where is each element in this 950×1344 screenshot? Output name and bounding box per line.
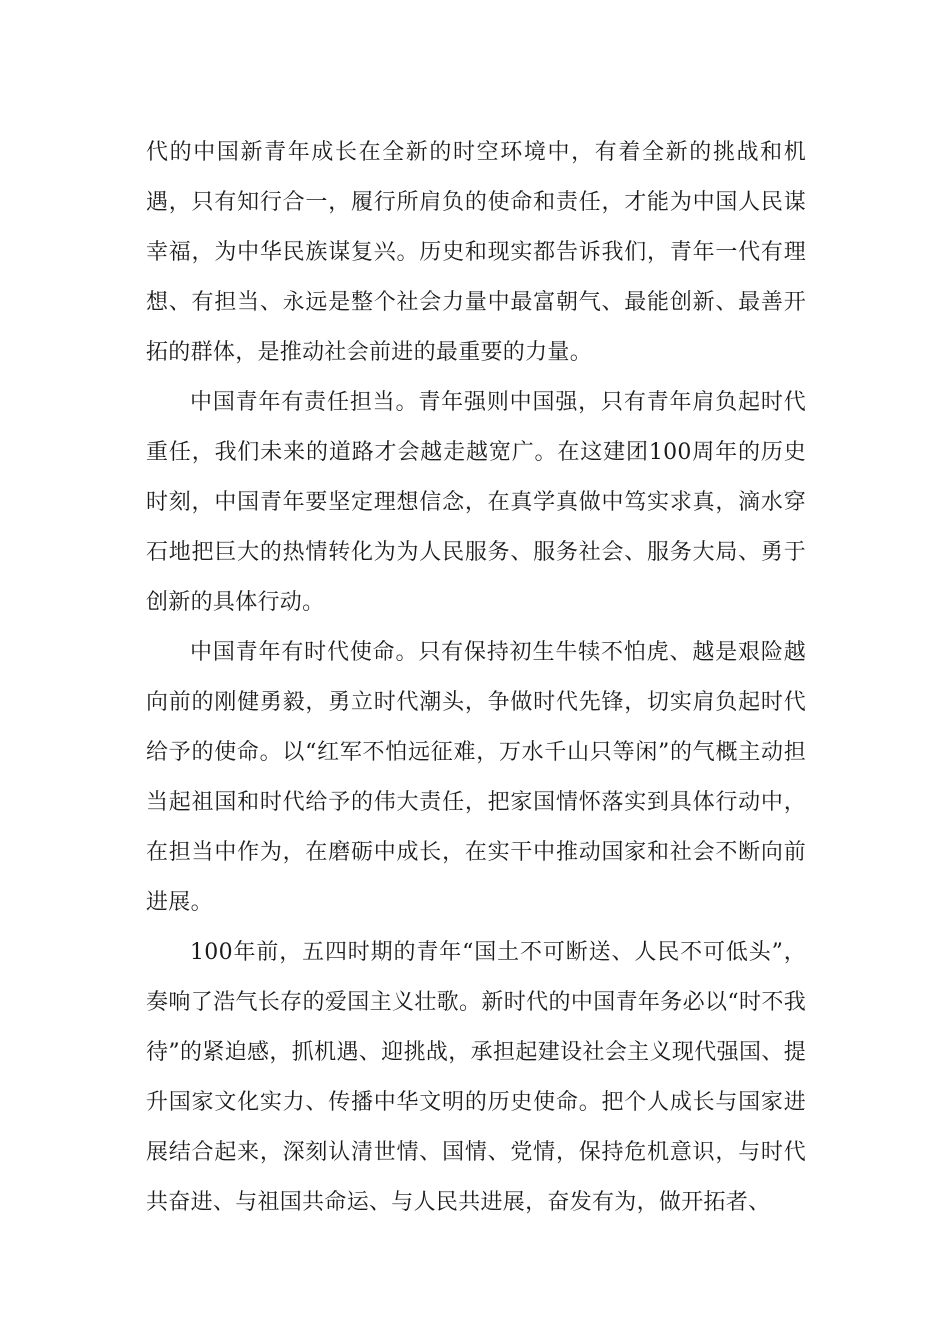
document-body: [146, 128, 806, 1228]
paragraph-responsibility: 中国青年有责任担当。青年强则中国强，只有青年肩负起时代重任，我们未来的道路才会越走越宽广。在这建团100周年的历史时刻，中国青年要坚定理想信念，在真学真做中笃实求真，滴水穿石地把巨大的热情转化为为人民服务、服务社会、服务大局、勇于创新的具体行动。: [146, 390, 806, 615]
paragraph-may-fourth: 100年前，五四时期的青年“国土不可断送、人民不可低头”，奏响了浩气长存的爱国主义壮歌。新时代的中国青年务必以“时不我待”的紧迫感，抓机遇、迎挑战，承担起建设社会主义现代强国、提升国家文化实力、传播中华文明的历史使命。把个人成长与国家进展结合起来，深刻认清世情、国情、党情，保持危机意识，与时代共奋进、与祖国共命运、与人民共进展，奋发有为，做开拓者、: [146, 940, 806, 1215]
paragraph-continuation: 代的中国新青年成长在全新的时空环境中，有着全新的挑战和机遇，只有知行合一，履行所肩负的使命和责任，才能为中国人民谋幸福，为中华民族谋复兴。历史和现实都告诉我们，青年一代有理想、有担当、永远是整个社会力量中最富朝气、最能创新、最善开拓的群体，是推动社会前进的最重要的力量。: [146, 140, 806, 365]
paragraph-mission: 中国青年有时代使命。只有保持初生牛犊不怕虎、越是艰险越向前的刚健勇毅，勇立时代潮头，争做时代先锋，切实肩负起时代给予的使命。以“红军不怕远征难，万水千山只等闲”的气概主动担当起祖国和时代给予的伟大责任，把家国情怀落实到具体行动中，在担当中作为，在磨砺中成长，在实干中推动国家和社会不断向前进展。: [146, 640, 806, 915]
